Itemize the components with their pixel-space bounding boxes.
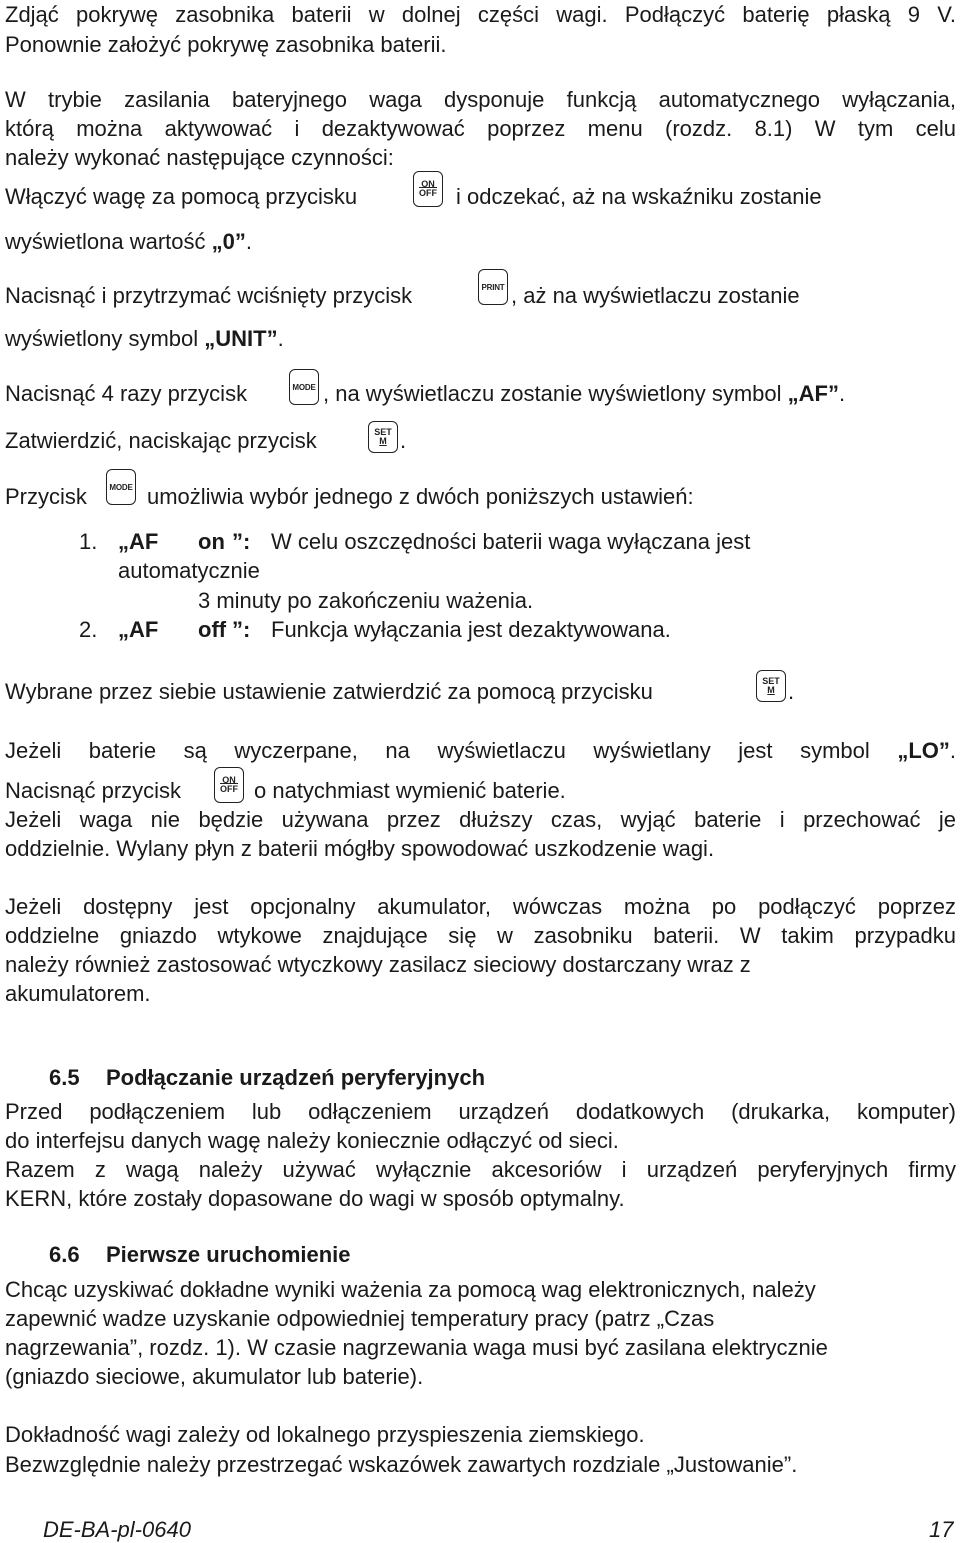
list-item-number: 1.	[79, 529, 98, 554]
section-number: 6.5	[49, 1065, 80, 1090]
text-line: , aż na wyświetlaczu zostanie	[511, 283, 800, 308]
page-number: 17	[929, 1517, 954, 1542]
text-line: .	[788, 679, 795, 704]
text-line: którą można aktywować i dezaktywować poprzez menu (rozdz. 8.1) W tym celu	[5, 116, 956, 141]
text-line: (gniazdo sieciowe, akumulator lub baterie).	[5, 1364, 424, 1389]
text-line: Jeżeli dostępny jest opcjonalny akumulator, wówczas można po podłączyć poprzez	[5, 894, 956, 919]
text-line: Nacisnąć przycisk	[5, 778, 182, 803]
on-off-key-icon: ON $\overline{OFF}$	[214, 767, 244, 803]
section-number: 6.6	[49, 1242, 80, 1267]
text-line: Ponownie założyć pokrywę zasobnika baterii.	[5, 32, 447, 57]
text-line: Dokładność wagi zależy od lokalnego przyspieszenia ziemskiego.	[5, 1422, 645, 1447]
mode-key-icon: MODE	[289, 369, 319, 405]
mode-key-icon: MODE	[106, 469, 136, 505]
list-item-colon: ”:	[232, 617, 251, 642]
list-item-code: „AF	[118, 529, 159, 554]
text-line: do interfejsu danych wagę należy koniecznie odłączyć od sieci.	[5, 1128, 619, 1153]
text-line: zapewnić wadze uzyskanie odpowiedniej temperatury pracy (patrz „Czas	[5, 1306, 715, 1331]
text-line: akumulatorem.	[5, 981, 151, 1006]
list-item-text: 3 minuty po zakończeniu ważenia.	[198, 588, 534, 613]
section-title: Pierwsze uruchomienie	[106, 1242, 351, 1267]
text-line: .	[400, 428, 407, 453]
text-line: , na wyświetlaczu zostanie wyświetlony symbol „AF”.	[323, 381, 846, 406]
text-line: Zatwierdzić, naciskając przycisk	[5, 428, 317, 453]
section-title: Podłączanie urządzeń peryferyjnych	[106, 1065, 486, 1090]
text-line: nagrzewania”, rozdz. 1). W czasie nagrzewania waga musi być zasilana elektrycznie	[5, 1335, 828, 1360]
text-line: wyświetlony symbol „UNIT”.	[5, 326, 284, 351]
list-item-value: on	[198, 529, 225, 554]
text-line: umożliwia wybór jednego z dwóch poniższych ustawień:	[147, 484, 694, 509]
text-line: należy również zastosować wtyczkowy zasilacz sieciowy dostarczany wraz z	[5, 952, 751, 977]
text-line: Chcąc uzyskiwać dokładne wyniki ważenia za pomocą wag elektronicznych, należy	[5, 1277, 816, 1302]
list-item-value: off	[198, 617, 227, 642]
on-off-key-icon: ON $\overline{OFF}$	[413, 171, 443, 207]
text-line: oddzielne gniazdo wtykowe znajdujące się w zasobniku baterii. W takim przypadku	[5, 923, 956, 948]
text-line: Przed podłączeniem lub odłączeniem urządzeń dodatkowych (drukarka, komputer)	[5, 1099, 956, 1124]
list-item-text: automatycznie	[118, 558, 260, 583]
print-key-icon: PRINT	[478, 269, 508, 305]
text-line: o natychmiast wymienić baterie.	[254, 778, 566, 803]
text-line: Zdjąć pokrywę zasobnika baterii w dolnej części wagi. Podłączyć baterię płaską 9 V.	[5, 2, 956, 27]
list-item-number: 2.	[79, 617, 98, 642]
list-item-code: „AF	[118, 617, 159, 642]
text-line: Nacisnąć 4 razy przycisk	[5, 381, 248, 406]
text-line: Jeżeli waga nie będzie używana przez dłuższy czas, wyjąć baterie i przechować je	[5, 807, 956, 832]
text-line: Przycisk	[5, 484, 87, 509]
text-line: wyświetlona wartość „0”.	[5, 229, 253, 254]
list-item-colon: ”:	[232, 529, 251, 554]
text-line: oddzielnie. Wylany płyn z baterii mógłby spowodować uszkodzenie wagi.	[5, 836, 715, 861]
text-line: należy wykonać następujące czynności:	[5, 145, 394, 170]
text-line: i odczekać, aż na wskaźniku zostanie	[456, 184, 822, 209]
list-item-text: Funkcja wyłączania jest dezaktywowana.	[271, 617, 671, 642]
text-line: Włączyć wagę za pomocą przycisku	[5, 184, 358, 209]
text-line: KERN, które zostały dopasowane do wagi w sposób optymalny.	[5, 1186, 625, 1211]
text-line: Bezwzględnie należy przestrzegać wskazówek zawartych rozdziale „Justowanie”.	[5, 1452, 798, 1477]
text-line: W trybie zasilania bateryjnego waga dysponuje funkcją automatycznego wyłączania,	[5, 87, 956, 112]
text-line: Nacisnąć i przytrzymać wciśnięty przycisk	[5, 283, 413, 308]
text-line: Wybrane przez siebie ustawienie zatwierdzić za pomocą przycisku	[5, 679, 653, 704]
list-item-text: W celu oszczędności baterii waga wyłączana jest	[271, 529, 751, 554]
set-key-icon: SET M	[756, 670, 786, 702]
text-line: Jeżeli baterie są wyczerpane, na wyświetlaczu wyświetlany jest symbol „LO”.	[5, 738, 956, 763]
set-key-icon: SET M	[368, 421, 398, 453]
text-line: Razem z wagą należy używać wyłącznie akcesoriów i urządzeń peryferyjnych firmy	[5, 1157, 956, 1182]
document-code: DE-BA-pl-0640	[43, 1517, 191, 1542]
